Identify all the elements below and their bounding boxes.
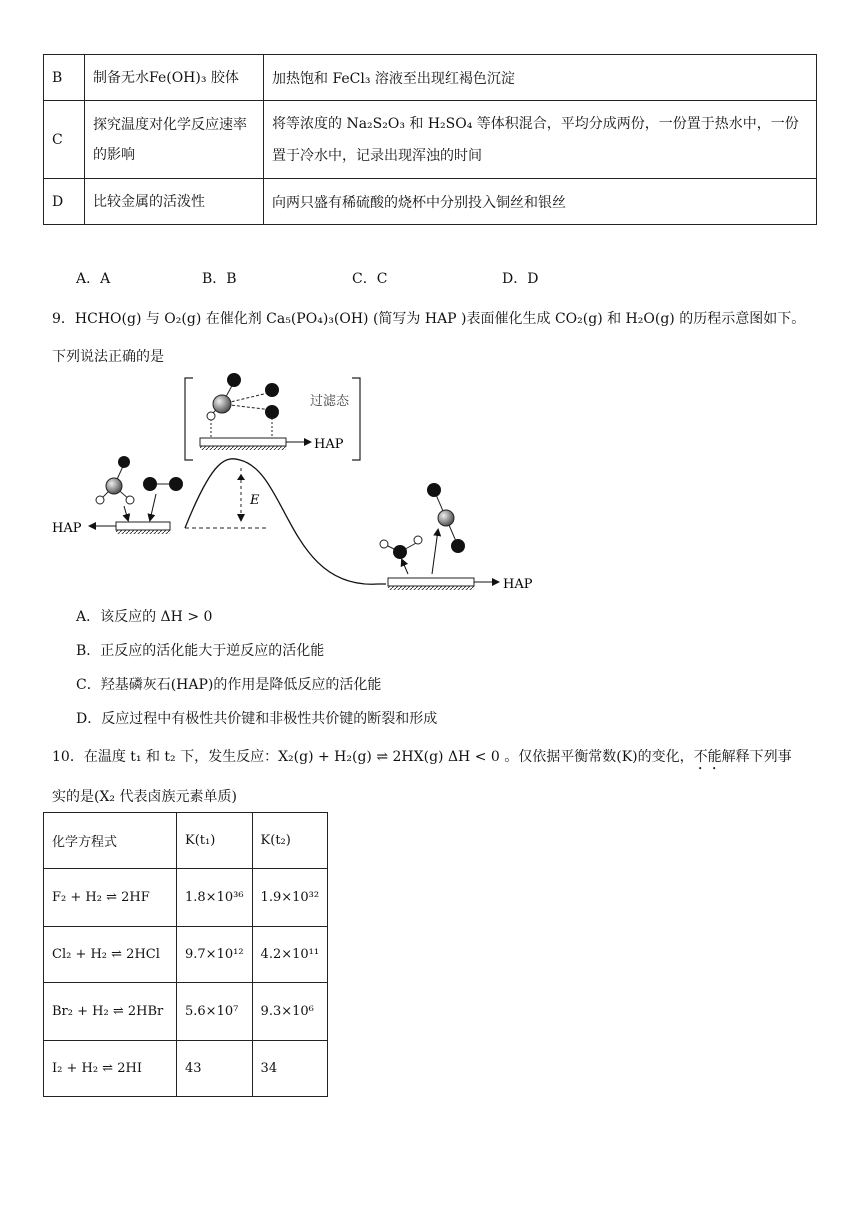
equilibrium-table [43, 812, 328, 1097]
q10-stem [52, 746, 792, 773]
option-d[interactable]: D．D [502, 271, 539, 287]
q10-stem-suffix: 解释下列事 [721, 749, 792, 765]
equation-cell: Br₂ + H₂ ⇌ 2HBr [44, 983, 177, 1041]
hap-label: HAP [503, 577, 533, 592]
table-row [44, 1041, 328, 1097]
header-k-t2: K(t₂) [252, 813, 328, 869]
option-a[interactable]: A．该反应的 ΔH > 0 [76, 609, 213, 625]
header-equation: 化学方程式 [44, 813, 177, 869]
k-t1-cell: 43 [177, 1041, 253, 1097]
table-row [44, 927, 328, 983]
option-c[interactable]: C．C [352, 271, 388, 287]
k-t1-cell: 9.7×10¹² [177, 927, 253, 983]
k-t2-cell: 4.2×10¹¹ [252, 927, 328, 983]
q10-stem-cont: 实的是(X₂ 代表卤族元素单质) [52, 789, 237, 805]
equation-cell: Cl₂ + H₂ ⇌ 2HCl [44, 927, 177, 983]
k-t2-cell: 9.3×10⁶ [252, 983, 328, 1041]
hap-label: HAP [52, 521, 82, 536]
equation-cell: I₂ + H₂ ⇌ 2HI [44, 1041, 177, 1097]
k-t1-cell: 5.6×10⁷ [177, 983, 253, 1041]
table-row [44, 179, 817, 225]
q10-stem-prefix: 10．在温度 t₁ 和 t₂ 下，发生反应：X₂(g) + H₂(g) ⇌ 2HX(g) ΔH < 0 。仅依据平衡常数(K)的变化， [52, 749, 694, 765]
energy-label: E [250, 493, 260, 508]
row-operation: 向两只盛有稀硫酸的烧杯中分别投入铜丝和银丝 [264, 179, 817, 225]
table-header-row [44, 813, 328, 869]
q9-stem: 9．HCHO(g) 与 O₂(g) 在催化剂 Ca₅(PO₄)₃(OH) (简写为 HAP )表面催化生成 CO₂(g) 和 H₂O(g) 的历程示意图如下。 [52, 311, 806, 327]
option-c[interactable]: C．羟基磷灰石(HAP)的作用是降低反应的活化能 [76, 677, 382, 693]
reaction-mechanism-diagram [48, 368, 548, 600]
row-label: D [44, 179, 85, 225]
option-d[interactable]: D．反应过程中有极性共价键和非极性共价键的断裂和形成 [76, 711, 438, 727]
experiment-table [43, 54, 817, 225]
header-k-t1: K(t₁) [177, 813, 253, 869]
row-label: C [44, 101, 85, 179]
table-row [44, 869, 328, 927]
option-b[interactable]: B．B [202, 271, 237, 287]
q10-emphasis: 不能 [693, 749, 722, 765]
hap-label: HAP [314, 437, 344, 452]
equation-cell: F₂ + H₂ ⇌ 2HF [44, 869, 177, 927]
q9-stem-cont: 下列说法正确的是 [52, 349, 164, 365]
table-row [44, 101, 817, 179]
row-purpose: 探究温度对化学反应速率的影响 [85, 101, 264, 179]
row-operation: 将等浓度的 Na₂S₂O₃ 和 H₂SO₄ 等体积混合，平均分成两份，一份置于热水中，一份置于冷水中，记录出现浑浊的时间 [264, 101, 817, 179]
option-b[interactable]: B．正反应的活化能大于逆反应的活化能 [76, 643, 325, 659]
row-purpose: 制备无水Fe(OH)₃ 胶体 [85, 55, 264, 101]
table-row [44, 55, 817, 101]
transition-state-label: 过滤态 [310, 394, 350, 409]
row-label: B [44, 55, 85, 101]
k-t2-cell: 34 [252, 1041, 328, 1097]
k-t2-cell: 1.9×10³² [252, 869, 328, 927]
row-operation: 加热饱和 FeCl₃ 溶液至出现红褐色沉淀 [264, 55, 817, 101]
row-purpose: 比较金属的活泼性 [85, 179, 264, 225]
k-t1-cell: 1.8×10³⁶ [177, 869, 253, 927]
table-row [44, 983, 328, 1041]
option-a[interactable]: A．A [76, 271, 111, 287]
